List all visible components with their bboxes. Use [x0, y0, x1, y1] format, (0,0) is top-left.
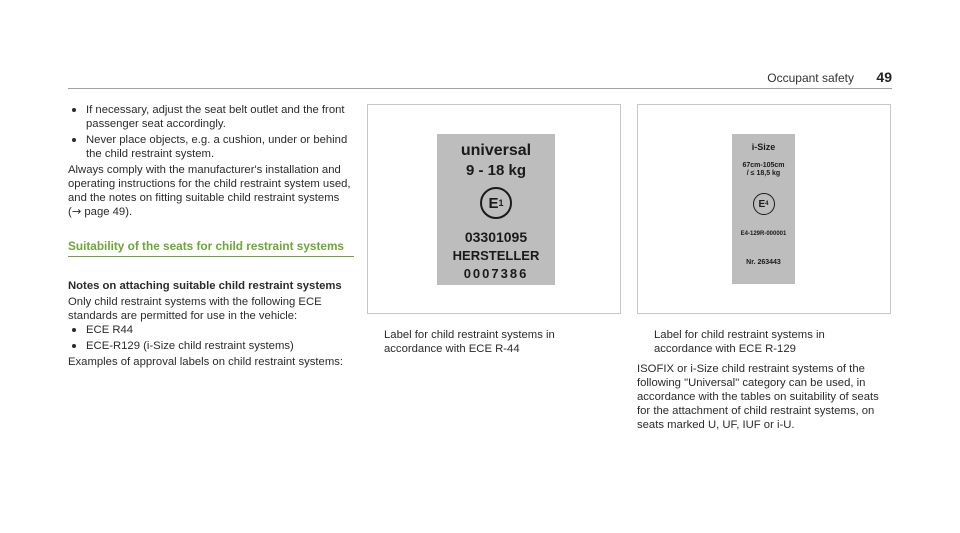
label-text: universal — [460, 142, 532, 159]
examples-paragraph: Examples of approval labels on child restraint systems: — [68, 356, 344, 368]
e-mark-icon: E 1 — [480, 187, 512, 219]
figure-caption-ece-r44: Label for child restraint systems in accordance with ECE R-44 — [384, 329, 555, 355]
label-text: Nr. 263443 — [746, 259, 781, 266]
label-text: 0007386 — [463, 266, 529, 281]
paragraph-text: Always comply with the manufacturer's installation and operating instructions for the child restraint system used, and the notes on fitting suitable child restraint systems ( — [68, 164, 351, 218]
label-text: 67cm-105cm — [742, 162, 785, 169]
section-heading: Suitability of the seats for child restraint systems — [68, 239, 354, 257]
isofix-paragraph: ISOFIX or i-Size child restraint systems of the following "Universal" category can be used, in accordance with the tables on suitability of seats for the attachment of child restraint systems, on seats marked U, UF, IUF or i-U. — [637, 363, 879, 431]
approval-label-ece-r44 — [437, 134, 555, 285]
standards-list — [68, 323, 354, 353]
page-reference-link[interactable]: page 49). — [81, 206, 133, 218]
label-text: 03301095 — [464, 229, 528, 245]
label-text: / ≤ 18,5 kg — [746, 170, 781, 177]
list-item: If necessary, adjust the seat belt outlet and the front passenger seat accordingly. — [68, 103, 354, 131]
label-text: E4-129R-000001 — [740, 231, 787, 237]
label-text: 9 - 18 kg — [465, 162, 527, 179]
precaution-list — [68, 103, 354, 161]
sub-heading: Notes on attaching suitable child restraint systems — [68, 280, 342, 292]
header-rule — [68, 88, 892, 89]
page-header-title: Occupant safety — [767, 71, 854, 85]
approval-label-ece-r129 — [732, 134, 795, 284]
e-mark-icon: E 4 — [753, 193, 775, 215]
left-column — [68, 103, 354, 369]
figure-ece-r129 — [637, 104, 891, 314]
page-number: 49 — [876, 69, 892, 85]
manufacturer-instructions-paragraph — [68, 163, 354, 219]
list-item: Never place objects, e.g. a cushion, under or behind the child restraint system. — [68, 133, 354, 161]
figure-ece-r44 — [367, 104, 621, 314]
list-item: ECE R44 — [68, 323, 354, 337]
cross-reference-arrow-icon: → — [71, 205, 82, 218]
label-text: i-Size — [751, 142, 776, 152]
figure-caption-ece-r129: Label for child restraint systems in accordance with ECE R-129 — [654, 329, 825, 355]
standards-paragraph: Only child restraint systems with the following ECE standards are permitted for use in the vehicle: — [68, 296, 322, 322]
list-item: ECE-R129 (i-Size child restraint systems) — [68, 339, 354, 353]
label-text: HERSTELLER — [452, 248, 540, 263]
